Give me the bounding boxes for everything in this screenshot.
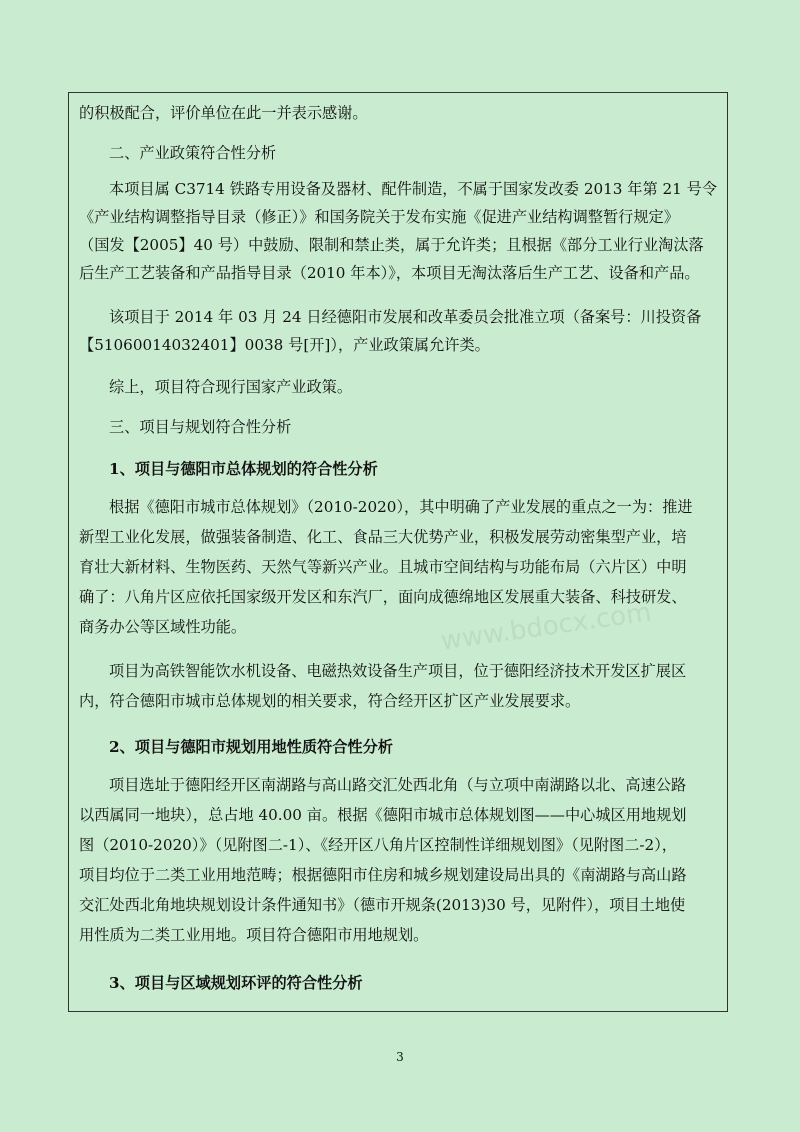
text-line: 项目均位于二类工业用地范畴；根据德阳市住房和城乡规划建设局出具的《南湖路与高山路 [79, 866, 687, 884]
text-line: （国发【2005】40 号）中鼓励、限制和禁止类，属于允许类；且根据《部分工业行业淘汰落 [79, 236, 704, 254]
text-line: 的积极配合，评价单位在此一并表示感谢。 [79, 104, 368, 122]
text-line: 商务办公等区域性功能。 [79, 618, 247, 636]
text-line: 根据《德阳市城市总体规划》（2010-2020），其中明确了产业发展的重点之一为：推进 [109, 498, 693, 516]
text-line: 项目选址于德阳经开区南湖路与高山路交汇处西北角（与立项中南湖路以北、高速公路 [109, 776, 687, 794]
text-line: 育壮大新材料、生物医药、天然气等新兴产业。且城市空间结构与功能布局（六片区）中明 [79, 558, 687, 576]
text-line: 该项目于 2014 年 03 月 24 日经德阳市发展和改革委员会批准立项（备案号：川投资备 [109, 308, 702, 326]
section-heading: 三、项目与规划符合性分析 [109, 418, 292, 436]
text-line: 以西属同一地块），总占地 40.00 亩。根据《德阳市城市总体规划图——中心城区用地规划 [79, 806, 687, 824]
text-line: 后生产工艺装备和产品指导目录（2010 年本）》，本项目无淘汰落后生产工艺、设备和产品。 [79, 264, 700, 282]
section-heading: 二、产业政策符合性分析 [109, 144, 277, 162]
text-line: 项目为高铁智能饮水机设备、电磁热效设备生产项目，位于德阳经济技术开发区扩展区 [109, 662, 687, 680]
text-line: 确了：八角片区应依托国家级开发区和东汽厂，面向成德绵地区发展重大装备、科技研发、 [79, 588, 687, 606]
text-line: 本项目属 C3714 铁路专用设备及器材、配件制造，不属于国家发改委 2013 年第 21 号令 [109, 180, 718, 198]
subsection-heading: 2、项目与德阳市规划用地性质符合性分析 [109, 738, 393, 756]
text-line: 用性质为二类工业用地。项目符合德阳市用地规划。 [79, 926, 429, 944]
text-line: 图（2010-2020）》（见附图二-1）、《经开区八角片区控制性详细规划图》（见附图二-2）， [79, 836, 677, 854]
watermark: www.bdocx.com [438, 597, 654, 657]
text-line: 内，符合德阳市城市总体规划的相关要求，符合经开区扩区产业发展要求。 [79, 692, 581, 710]
page-number: 3 [396, 1050, 404, 1064]
text-line: 综上，项目符合现行国家产业政策。 [109, 378, 352, 396]
text-line: 《产业结构调整指导目录（修正）》和国务院关于发布实施《促进产业结构调整暂行规定》 [79, 208, 679, 226]
text-line: 交汇处西北角地块规划设计条件通知书》（德市开规条(2013)30 号，见附件），项目土地使 [79, 896, 686, 914]
content-frame [68, 92, 728, 1012]
subsection-heading: 1、项目与德阳市总体规划的符合性分析 [109, 460, 378, 478]
subsection-heading: 3、项目与区域规划环评的符合性分析 [109, 974, 363, 992]
text-line: 新型工业化发展，做强装备制造、化工、食品三大优势产业，积极发展劳动密集型产业，培 [79, 528, 687, 546]
text-line: 【51060014032401】0038 号[开]），产业政策属允许类。 [79, 336, 490, 354]
